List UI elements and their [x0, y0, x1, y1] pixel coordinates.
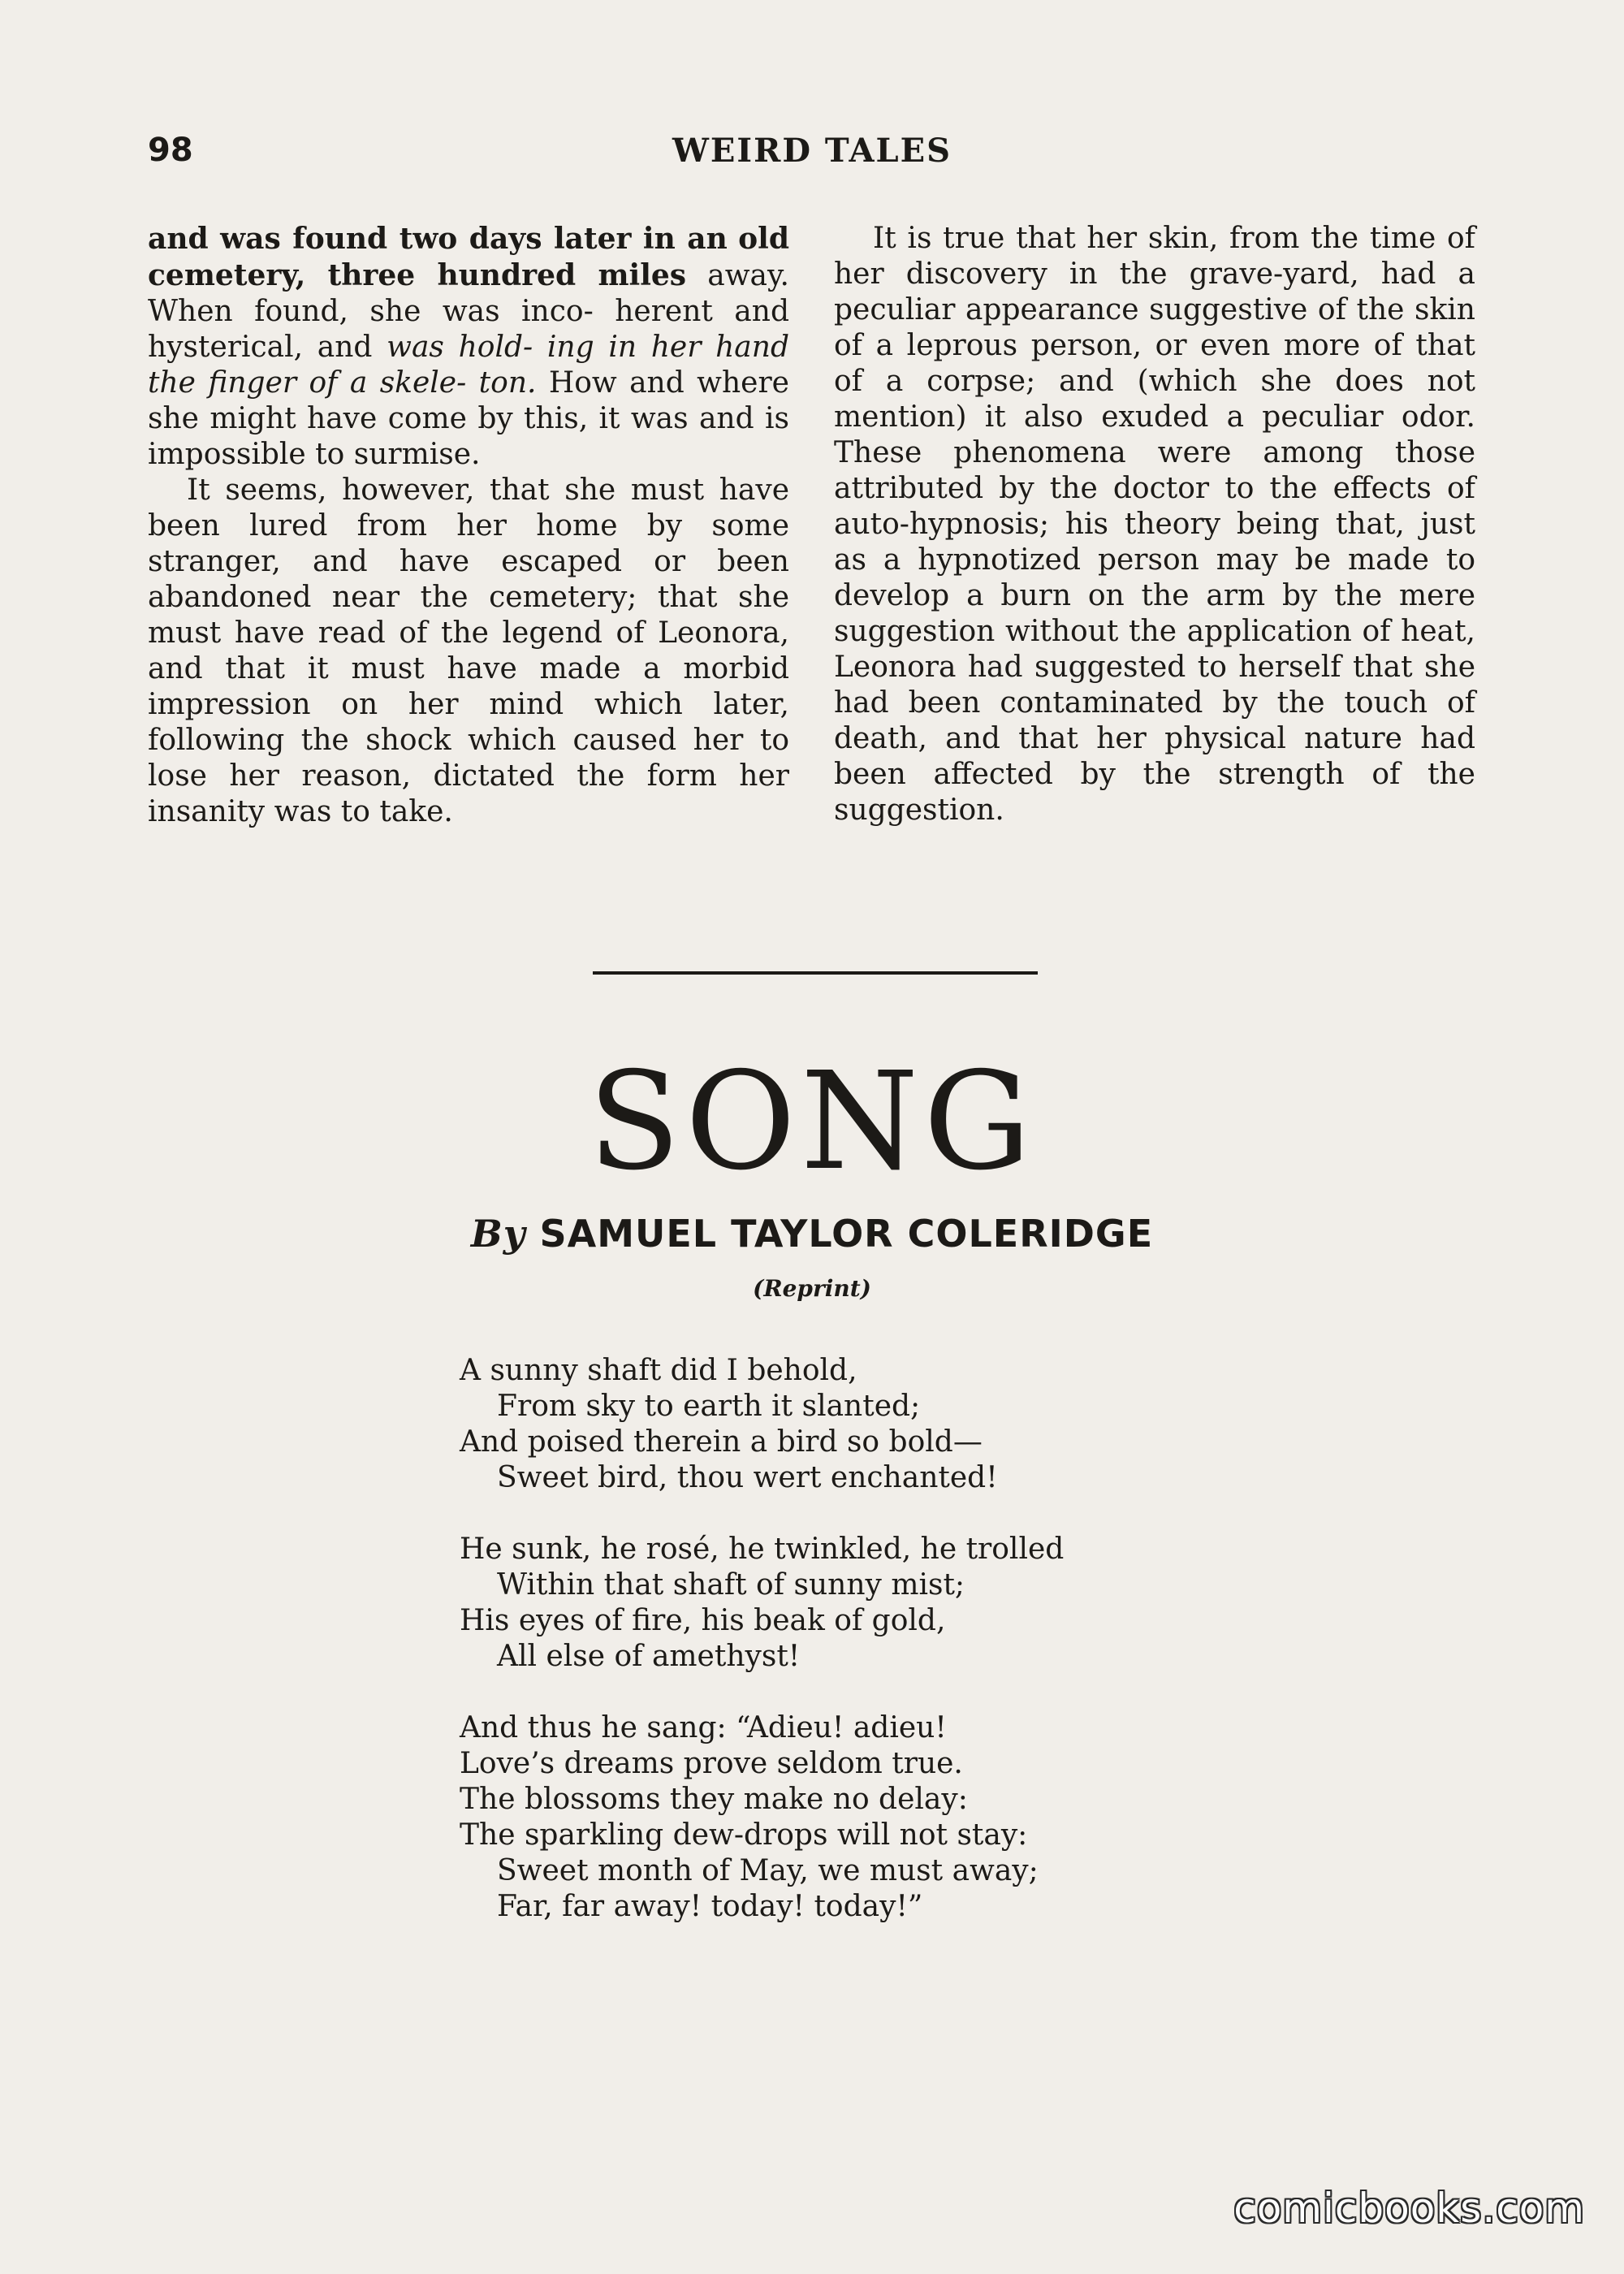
byline-by: By: [470, 1212, 526, 1256]
stanza-1: [460, 1353, 1064, 1496]
poem-line: And thus he sang: “Adieu! adieu!: [460, 1711, 947, 1744]
poem-line: He sunk, he rosé, he twinkled, he trolled: [460, 1533, 1065, 1566]
section-divider: [593, 971, 1038, 975]
poem-line: The blossoms they make no delay:: [460, 1783, 968, 1816]
left-paragraph-2: It seems, however, that she must have been lured from her home by some stranger, and have escaped or been abandoned near the cemetery; that she must have read of the legend of Leonora, and that it must have made a morbid impression on her mind which later, following the shock which caused her to lose her reason, dictated the form her insanity was to take.: [148, 473, 789, 828]
left-column: [148, 221, 789, 830]
poem-line: A sunny shaft did I behold,: [460, 1354, 857, 1387]
poem-line: Sweet bird, thou wert enchanted!: [497, 1461, 998, 1494]
poem-title: SONG: [588, 1044, 1036, 1200]
right-paragraph-1: It is true that her skin, from the time of her discovery in the grave-yard, had a peculiar appearance suggestive of the skin of a leprous person, or even more of that of a corpse; and (which she does not mention) it also exuded a peculiar odor. These phenomena were among those attributed by the doctor to the effects of auto-hypnosis; his theory being that, just as a hypnotized person may be made to develop a burn on the arm by the mere suggestion without the application of heat, Leonora had suggested to herself that she had been contaminated by the touch of death, and that her physical nature had been affected by the strength of the suggestion.: [834, 222, 1475, 827]
author-name: SAMUEL TAYLOR COLERIDGE: [539, 1212, 1154, 1256]
italic-text: ton.: [478, 366, 537, 400]
poem-line: Sweet month of May, we must away;: [497, 1854, 1039, 1887]
text-line: old cemetery, three hundred miles: [148, 222, 789, 292]
text-line: and was found two days later in an: [148, 222, 728, 256]
text-line: How and where she might have: [148, 366, 789, 435]
poem-line: Within that shaft of sunny mist;: [497, 1568, 965, 1602]
left-paragraph-1: [148, 221, 789, 473]
watermark-logo: comicbooks.com: [1233, 2185, 1585, 2232]
poem-line: Love’s dreams prove seldom true.: [460, 1747, 963, 1780]
text-line: herent and hysterical, and: [148, 295, 789, 364]
text-line: to surmise.: [315, 438, 481, 471]
text-line: come by this, it was and is impossible: [148, 402, 789, 471]
poem-line: Far, far away! today! today!”: [497, 1890, 923, 1923]
poem-line: From sky to earth it slanted;: [497, 1390, 921, 1423]
running-head: WEIRD TALES: [672, 132, 952, 170]
page-number: 98: [148, 132, 193, 169]
right-column: [834, 221, 1475, 828]
italic-text: was hold-: [387, 331, 533, 364]
text-line: away. When found, she was inco-: [148, 259, 789, 328]
poem-line: His eyes of fire, his beak of gold,: [460, 1604, 946, 1637]
reprint-note: (Reprint): [753, 1275, 871, 1302]
poem-body: [460, 1353, 1064, 1925]
poem-line: All else of amethyst!: [497, 1640, 801, 1673]
stanza-2: [460, 1532, 1064, 1675]
italic-text: ing in her hand the finger of a skele-: [148, 331, 789, 400]
poem-line: And poised therein a bird so bold—: [460, 1425, 983, 1459]
poem-line: The sparkling dew-drops will not stay:: [460, 1818, 1028, 1852]
poem-byline: [0, 1212, 1624, 1256]
stanza-3: [460, 1710, 1064, 1925]
